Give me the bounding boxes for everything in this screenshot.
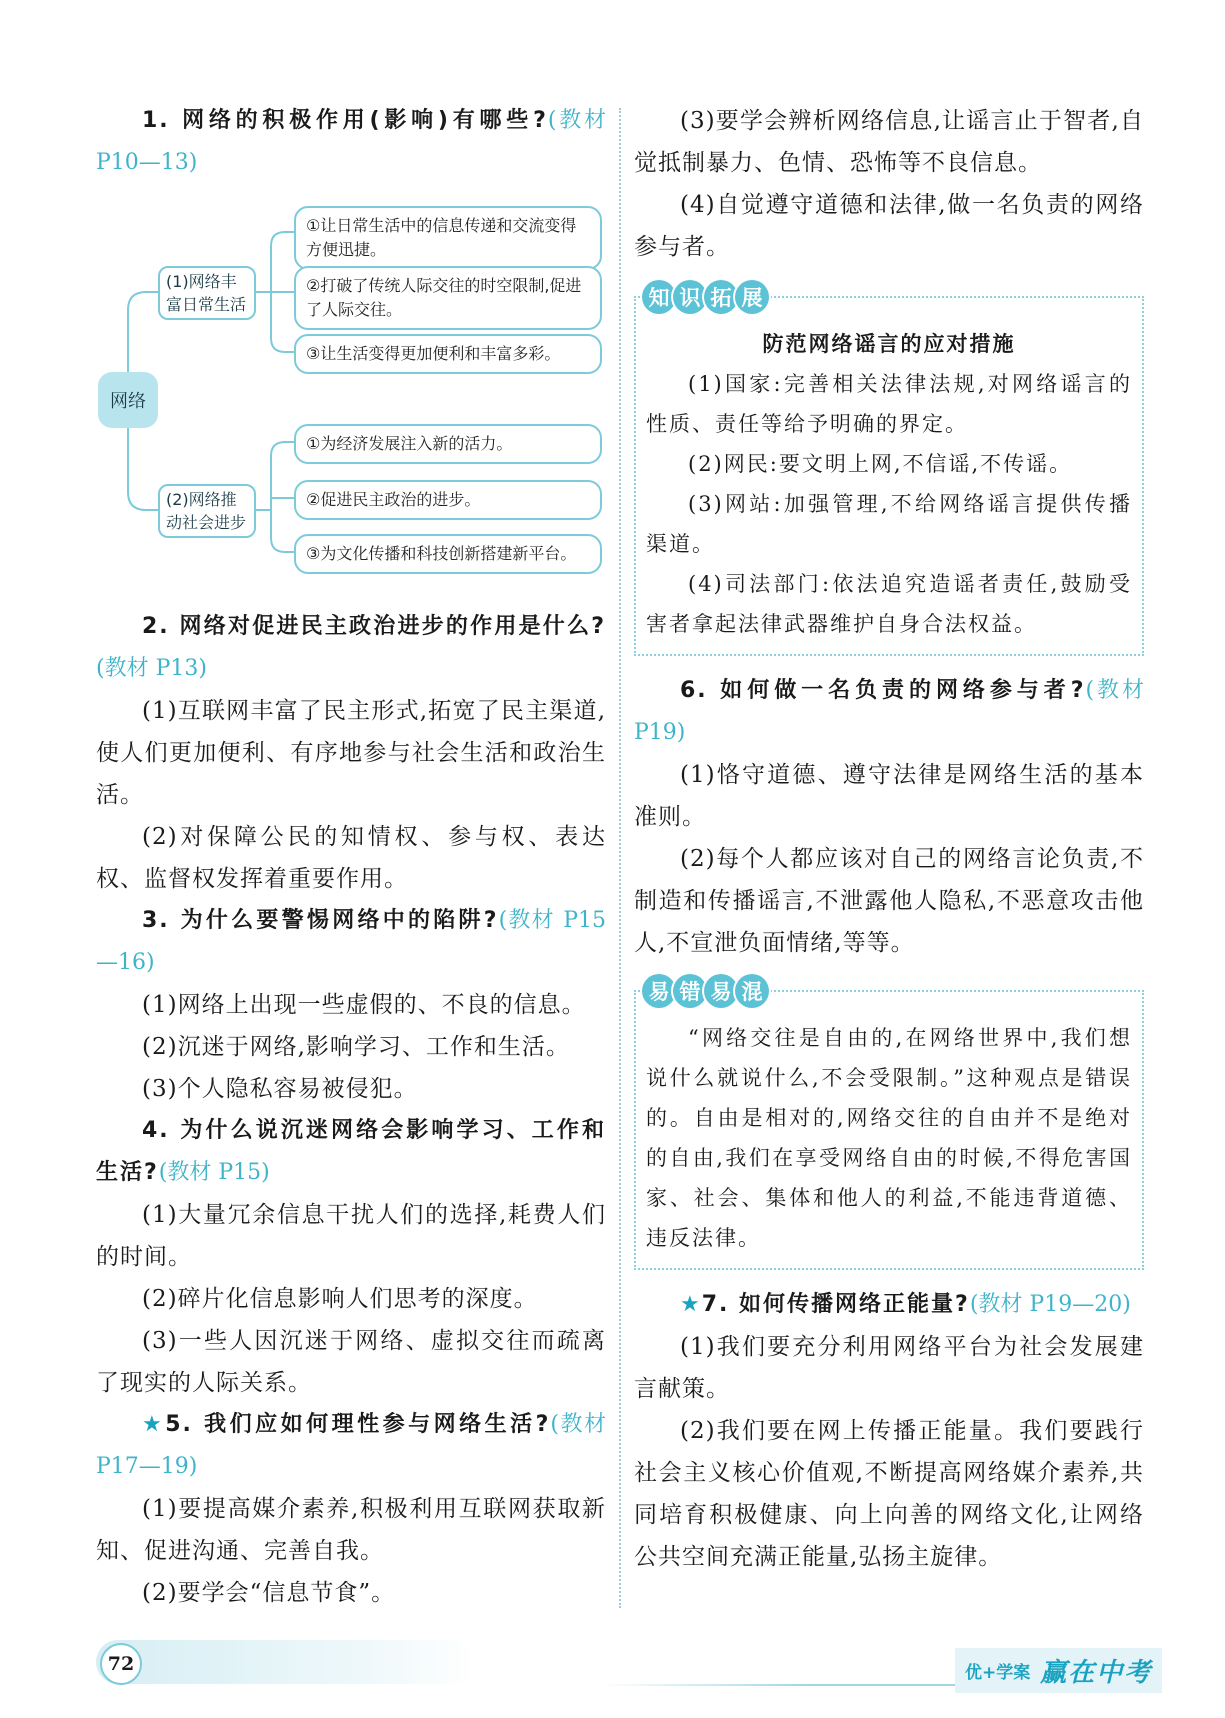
mind-map-root: 网络 bbox=[98, 372, 158, 428]
connector-branch2-leaves bbox=[256, 442, 294, 552]
badge-char: 错 bbox=[673, 974, 707, 1008]
badge-char: 知 bbox=[642, 280, 676, 314]
question-title: 1. 网络的积极作用(影响)有哪些? bbox=[142, 108, 548, 133]
question-title: 5. 我们应如何理性参与网络生活? bbox=[165, 1412, 551, 1437]
box-title: 防范网络谣言的应对措施 bbox=[762, 332, 1016, 356]
question-7 bbox=[634, 1284, 1144, 1326]
mind-map-leaf: ②促进民主政治的进步。 bbox=[294, 480, 602, 520]
brand-logo bbox=[955, 1648, 1162, 1693]
badge-char: 拓 bbox=[704, 280, 738, 314]
textbook-ref: (教材 P13) bbox=[96, 656, 207, 681]
knowledge-extension-badge bbox=[642, 280, 766, 314]
answer: (2)每个人都应该对自己的网络言论负责,不制造和传播谣言,不泄露他人隐私,不恶意攻击他人,不宣泄负面情绪,等等。 bbox=[634, 846, 1144, 956]
answer: (3)个人隐私容易被侵犯。 bbox=[142, 1076, 418, 1102]
mind-map-leaf: ②打破了传统人际交往的时空限制,促进了人际交往。 bbox=[294, 266, 602, 330]
box-item: (2)网民:要文明上网,不信谣,不传谣。 bbox=[688, 452, 1073, 476]
answer: (2)沉迷于网络,影响学习、工作和生活。 bbox=[142, 1034, 570, 1060]
box-item: (1)国家:完善相关法律法规,对网络谣言的性质、责任等给予明确的界定。 bbox=[646, 372, 1132, 436]
textbook-ref: (教材 P19—20) bbox=[969, 1292, 1131, 1317]
star-icon: ★ bbox=[680, 1292, 702, 1317]
badge-char: 易 bbox=[704, 974, 738, 1008]
question-title: 4. 为什么说沉迷网络会影响学习、工作和生活? bbox=[96, 1118, 606, 1185]
question-title: 2. 网络对促进民主政治进步的作用是什么? bbox=[142, 614, 606, 639]
textbook-ref: (教材 P19) bbox=[634, 678, 1144, 745]
question-4 bbox=[96, 1110, 606, 1194]
mind-map-leaf: ①为经济发展注入新的活力。 bbox=[294, 424, 602, 464]
answer: (1)恪守道德、遵守法律是网络生活的基本准则。 bbox=[634, 762, 1144, 830]
left-column bbox=[96, 100, 606, 1614]
mind-map-leaf: ③为文化传播和科技创新搭建新平台。 bbox=[294, 534, 602, 574]
question-5 bbox=[96, 1404, 606, 1488]
answer: (2)我们要在网上传播正能量。我们要践行社会主义核心价值观,不断提高网络媒介素养,共同培育积极健康、向上向善的网络文化,让网络公共空间充满正能量,弘扬主旋律。 bbox=[634, 1418, 1144, 1570]
badge-char: 易 bbox=[642, 974, 676, 1008]
textbook-ref: (教材 P15) bbox=[158, 1160, 270, 1185]
connector-root-branch2 bbox=[128, 428, 158, 510]
knowledge-extension-box bbox=[634, 286, 1144, 656]
question-title: 7. 如何传播网络正能量? bbox=[701, 1292, 970, 1317]
question-title: 3. 为什么要警惕网络中的陷阱? bbox=[142, 908, 499, 933]
answer: (2)对保障公民的知情权、参与权、表达权、监督权发挥着重要作用。 bbox=[96, 824, 606, 892]
question-2 bbox=[96, 606, 606, 690]
answer: (2)要学会“信息节食”。 bbox=[142, 1580, 396, 1606]
badge-char: 混 bbox=[735, 974, 769, 1008]
box-item: (3)网站:加强管理,不给网络谣言提供传播渠道。 bbox=[646, 492, 1132, 556]
answer: (2)碎片化信息影响人们思考的深度。 bbox=[142, 1286, 538, 1312]
answer: (1)大量冗余信息干扰人们的选择,耗费人们的时间。 bbox=[96, 1202, 606, 1270]
brand-small: 优+学案 bbox=[965, 1663, 1031, 1683]
answer: (1)我们要充分利用网络平台为社会发展建言献策。 bbox=[634, 1334, 1144, 1402]
brand-big: 赢在中考 bbox=[1040, 1658, 1153, 1688]
textbook-ref: (教材 P15—16) bbox=[96, 908, 607, 975]
connector-branch1-leaves bbox=[256, 232, 294, 352]
mind-map-leaf: ③让生活变得更加便利和丰富多彩。 bbox=[294, 334, 602, 374]
mind-map-branch-2: (2)网络推动社会进步 bbox=[158, 484, 256, 538]
page-number: 72 bbox=[100, 1643, 142, 1685]
footer-bar bbox=[96, 1640, 476, 1684]
question-title: 6. 如何做一名负责的网络参与者? bbox=[680, 678, 1086, 703]
box-item: (4)司法部门:依法追究造谣者责任,鼓励受害者拿起法律武器维护自身合法权益。 bbox=[646, 572, 1132, 636]
question-6 bbox=[634, 670, 1144, 754]
question-3 bbox=[96, 900, 606, 984]
badge-char: 展 bbox=[735, 280, 769, 314]
mind-map bbox=[96, 194, 606, 598]
box-text: “网络交往是自由的,在网络世界中,我们想说什么就说什么,不会受限制。”这种观点是错误的。自由是相对的,网络交往的自由并不是绝对的自由,我们在享受网络自由的时候,不得危害国家、社会、集体和他人的利益,不能违背道德、违反法律。 bbox=[646, 1026, 1132, 1250]
answer: (1)要提高媒介素养,积极利用互联网获取新知、促进沟通、完善自我。 bbox=[96, 1496, 606, 1564]
common-mistakes-box bbox=[634, 980, 1144, 1270]
mind-map-branch-1: (1)网络丰富日常生活 bbox=[158, 266, 256, 320]
answer: (1)互联网丰富了民主形式,拓宽了民主渠道,使人们更加便利、有序地参与社会生活和政治生活。 bbox=[96, 698, 606, 808]
answer: (4)自觉遵守道德和法律,做一名负责的网络参与者。 bbox=[634, 192, 1144, 260]
mind-map-leaf: ①让日常生活中的信息传递和交流变得方便迅捷。 bbox=[294, 206, 602, 270]
answer: (3)一些人因沉迷于网络、虚拟交往而疏离了现实的人际关系。 bbox=[96, 1328, 606, 1396]
star-icon: ★ bbox=[142, 1412, 166, 1437]
badge-char: 识 bbox=[673, 280, 707, 314]
textbook-ref: (教材 P17—19) bbox=[96, 1412, 606, 1479]
right-column bbox=[634, 100, 1144, 1578]
answer: (3)要学会辨析网络信息,让谣言止于智者,自觉抵制暴力、色情、恐怖等不良信息。 bbox=[634, 108, 1144, 176]
connector-root-branch1 bbox=[128, 292, 158, 372]
textbook-ref: (教材 P10—13) bbox=[96, 108, 606, 175]
column-divider bbox=[619, 108, 621, 1608]
common-mistakes-badge bbox=[642, 974, 766, 1008]
question-1 bbox=[96, 100, 606, 184]
answer: (1)网络上出现一些虚假的、不良的信息。 bbox=[142, 992, 586, 1018]
